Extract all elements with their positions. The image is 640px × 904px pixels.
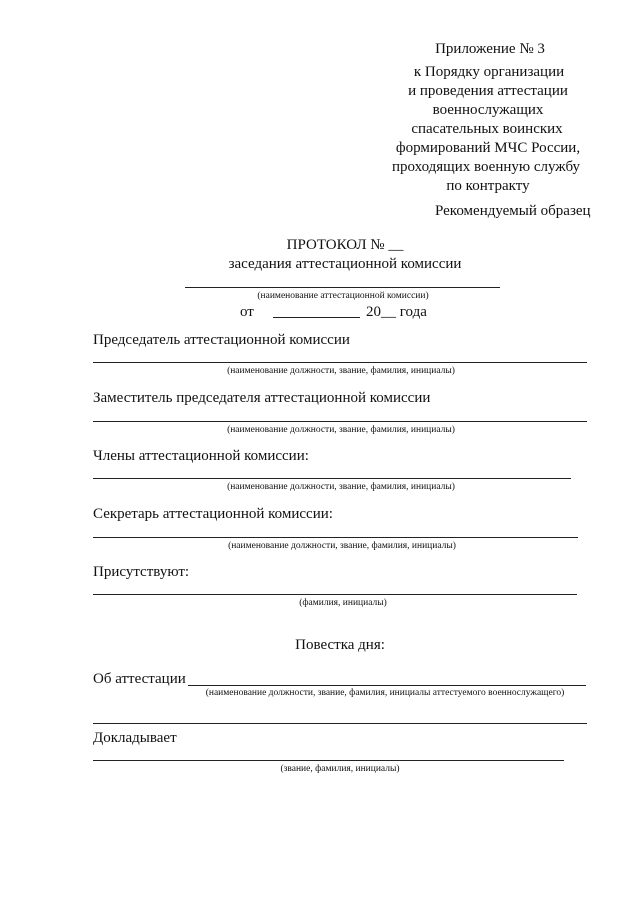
chairman-label: Председатель аттестационной комиссии bbox=[93, 332, 350, 348]
appendix-line: по контракту bbox=[446, 178, 530, 194]
appendix-line: формирований МЧС России, bbox=[395, 140, 581, 156]
attestation-line bbox=[188, 685, 586, 686]
date-from-label: от bbox=[240, 304, 254, 320]
secretary-caption: (наименование должности, звание, фамилия, инициалы) bbox=[228, 541, 456, 551]
reporter-label: Докладывает bbox=[93, 730, 177, 746]
reporter-line bbox=[93, 760, 564, 761]
members-label: Члены аттестационной комиссии: bbox=[93, 448, 309, 464]
appendix-line: Приложение № 3 bbox=[435, 41, 545, 57]
appendix-line: проходящих военную службу bbox=[391, 159, 581, 175]
secretary-line bbox=[93, 537, 578, 538]
attestation-label: Об аттестации bbox=[93, 671, 186, 687]
date-year-label: 20__ года bbox=[366, 304, 427, 320]
date-blank-line bbox=[273, 317, 360, 318]
members-line bbox=[93, 478, 571, 479]
protocol-subtitle: заседания аттестационной комиссии bbox=[228, 256, 462, 272]
deputy-caption: (наименование должности, звание, фамилия, инициалы) bbox=[227, 425, 455, 435]
agenda-title: Повестка дня: bbox=[295, 637, 385, 653]
attestation-second-line bbox=[93, 723, 587, 724]
members-caption: (наименование должности, звание, фамилия, инициалы) bbox=[227, 482, 455, 492]
sample-note: Рекомендуемый образец bbox=[435, 203, 591, 219]
deputy-line bbox=[93, 421, 587, 422]
appendix-line: военнослужащих bbox=[432, 102, 544, 118]
commission-name-caption: (наименование аттестационной комиссии) bbox=[257, 291, 429, 301]
present-line bbox=[93, 594, 577, 595]
protocol-title: ПРОТОКОЛ № __ bbox=[286, 237, 404, 253]
commission-name-line bbox=[185, 287, 500, 288]
appendix-line: и проведения аттестации bbox=[408, 83, 568, 99]
present-label: Присутствуют: bbox=[93, 564, 190, 580]
secretary-label: Секретарь аттестационной комиссии: bbox=[93, 506, 333, 522]
appendix-line: спасательных воинских bbox=[411, 121, 563, 137]
chairman-caption: (наименование должности, звание, фамилия, инициалы) bbox=[227, 366, 455, 376]
appendix-line: к Порядку организации bbox=[413, 64, 565, 80]
reporter-caption: (звание, фамилия, инициалы) bbox=[280, 764, 400, 774]
chairman-line bbox=[93, 362, 587, 363]
attestation-caption: (наименование должности, звание, фамилия, инициалы аттестуемого военнослужащего) bbox=[205, 688, 565, 698]
present-caption: (фамилия, инициалы) bbox=[299, 598, 387, 608]
deputy-label: Заместитель председателя аттестационной комиссии bbox=[93, 390, 431, 406]
